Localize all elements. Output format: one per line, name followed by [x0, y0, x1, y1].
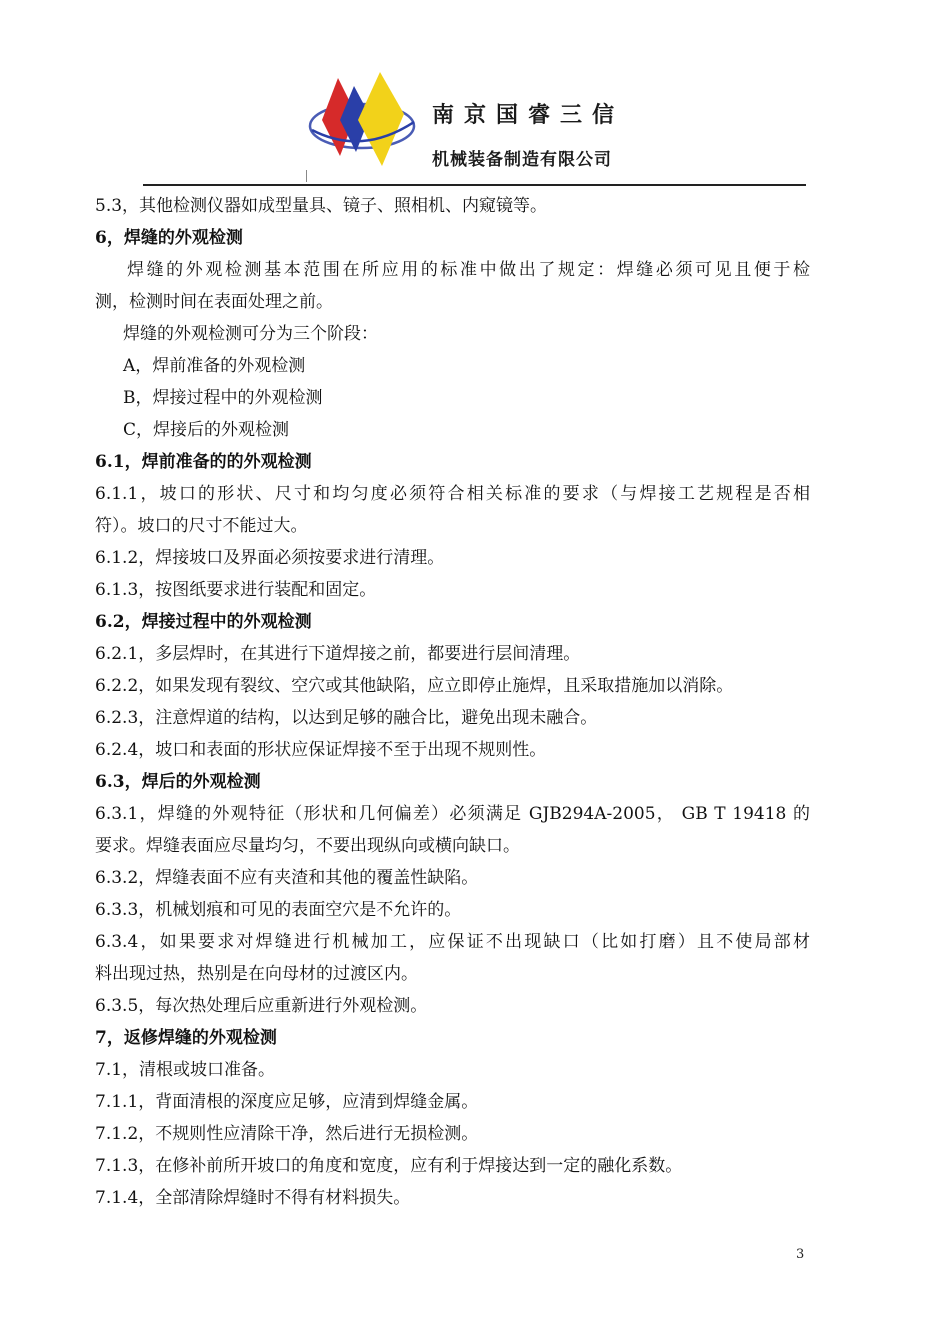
text-line: 6.3.2，焊缝表面不应有夹渣和其他的覆盖性缺陷。: [95, 868, 479, 888]
page-header: [0, 0, 950, 190]
text-line: B，焊接过程中的外观检测: [123, 388, 323, 408]
text-line: 7.1.2，不规则性应清除干净，然后进行无损检测。: [95, 1124, 479, 1144]
text-line: 符）。坡口的尺寸不能过大。: [95, 516, 308, 536]
text-line: 6.3.1，焊缝的外观特征（形状和几何偏差）必须满足 GJB294A-2005， GB T 19418 的: [95, 804, 810, 824]
text-line: 6.2.1，多层焊时，在其进行下道焊接之前，都要进行层间清理。: [95, 644, 581, 664]
section-heading: 6.3，焊后的外观检测: [95, 772, 261, 792]
text-line: 6.3.3，机械划痕和可见的表面空穴是不允许的。: [95, 900, 462, 920]
text-line: 6.2.3，注意焊道的结构，以达到足够的融合比，避免出现未融合。: [95, 708, 598, 728]
text-line: 6.2.4，坡口和表面的形状应保证焊接不至于出现不规则性。: [95, 740, 547, 760]
text-line: 7.1.1，背面清根的深度应足够，应清到焊缝金属。: [95, 1092, 479, 1112]
section-heading: 6.2，焊接过程中的外观检测: [95, 612, 312, 632]
logo-yellow-diamond: [358, 72, 404, 166]
text-line: A，焊前准备的外观检测: [123, 356, 306, 376]
text-line: 料出现过热，热别是在向母材的过渡区内。: [95, 964, 418, 984]
text-line: 7.1，清根或坡口准备。: [95, 1060, 276, 1080]
page-number: 3: [796, 1247, 805, 1262]
header-tick-mark: [306, 170, 307, 182]
text-line: 6.1.2，焊接坡口及界面必须按要求进行清理。: [95, 548, 445, 568]
header-divider: [143, 184, 806, 186]
text-line: 6.1.1，坡口的形状、尺寸和均匀度必须符合相关标准的要求（与焊接工艺规程是否相: [95, 484, 810, 504]
text-line: 要求。焊缝表面应尽量均匀，不要出现纵向或横向缺口。: [95, 836, 520, 856]
text-line: 6.3.5，每次热处理后应重新进行外观检测。: [95, 996, 428, 1016]
text-line: 6.2.2，如果发现有裂纹、空穴或其他缺陷，应立即停止施焊，且采取措施加以消除。: [95, 676, 734, 696]
text-line: 5.3，其他检测仪器如成型量具、镜子、照相机、内窥镜等。: [95, 196, 548, 216]
text-line: 测，检测时间在表面处理之前。: [95, 292, 333, 312]
company-subtitle: 机械装备制造有限公司: [432, 150, 612, 170]
text-line: 6.1.3，按图纸要求进行装配和固定。: [95, 580, 377, 600]
section-heading: 6.1，焊前准备的的外观检测: [95, 452, 312, 472]
company-logo: [306, 64, 418, 172]
text-line: C，焊接后的外观检测: [123, 420, 290, 440]
text-line: 焊缝的外观检测基本范围在所应用的标准中做出了规定：焊缝必须可见且便于检: [127, 260, 810, 280]
section-heading: 7，返修焊缝的外观检测: [95, 1028, 277, 1048]
text-line: 7.1.4，全部清除焊缝时不得有材料损失。: [95, 1188, 411, 1208]
text-line: 焊缝的外观检测可分为三个阶段：: [123, 324, 378, 344]
text-line: 7.1.3，在修补前所开坡口的角度和宽度，应有利于焊接达到一定的融化系数。: [95, 1156, 683, 1176]
document-body: [95, 190, 810, 1214]
company-name: 南京国睿三信: [432, 103, 625, 128]
text-line: 6.3.4，如果要求对焊缝进行机械加工，应保证不出现缺口（比如打磨）且不使局部材: [95, 932, 810, 952]
section-heading: 6，焊缝的外观检测: [95, 228, 243, 248]
